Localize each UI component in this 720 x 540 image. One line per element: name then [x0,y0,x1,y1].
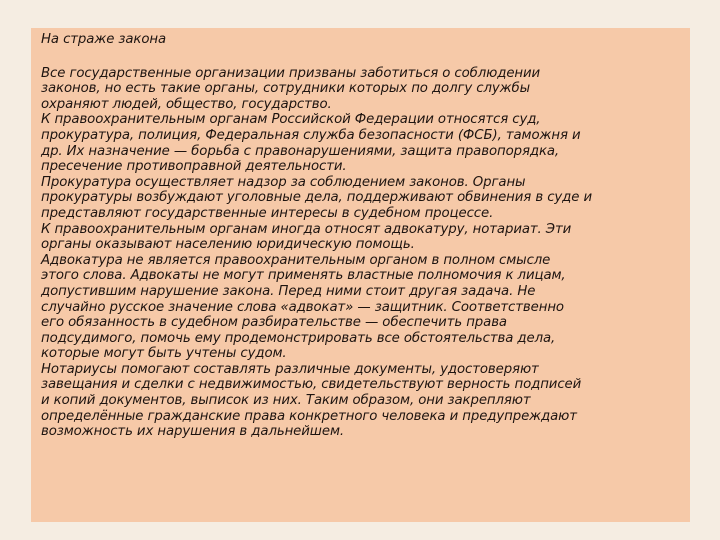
paragraph-notaries: Нотариусы помогают составлять различные документы, удостоверяют завещания и сделки с недвижимостью, свидетельствуют верность подписей и копий документов, выписок из них. Таким образом, они закрепляют определённые гражданские права конкретного человека и предупреждают возможность их нарушения в дальнейшем. [41,361,582,440]
paragraph-advocacy-notary: К правоохранительным органам иногда относят адвокатуру, нотариат. Эти органы оказывают населению юридическую помощь. [41,221,572,253]
paragraph-organizations: Все государственные организации призваны заботиться о соблюдении законов, но есть такие органы, сотрудники которых по долгу службы охраняют людей, общество, государство. [41,65,541,112]
document-title: На страже закона [41,32,167,47]
text-panel [31,28,690,522]
document-content [41,32,691,440]
paragraph-law-enforcement: К правоохранительным органам Российской Федерации относятся суд, прокуратура, полиция, Федеральная служба безопасности (ФСБ), таможня и др. Их назначение — борьба с правонарушениями, защита правопорядка, пресечение противоправной деятельности. [41,112,581,175]
title-spacer [41,48,691,66]
paragraph-prosecution: Прокуратура осуществляет надзор за соблюдением законов. Органы прокуратуры возбуждают уголовные дела, поддерживают обвинения в суде и представляют государственные интересы в судебном процессе. [41,174,593,221]
paragraph-advocacy: Адвокатура не является правоохранительным органом в полном смысле этого слова. Адвокаты не могут применять властные полномочия к лицам, допустившим нарушение закона. Перед ними стоит другая задача. Не случайно русское значение слова «адвокат» — защитник. Соответственно его обязанность в судебном разбирательстве — обеспечить права подсудимого, помочь ему продемонстрировать все обстоятельства дела, которые могут быть учтены судом. [41,252,566,362]
